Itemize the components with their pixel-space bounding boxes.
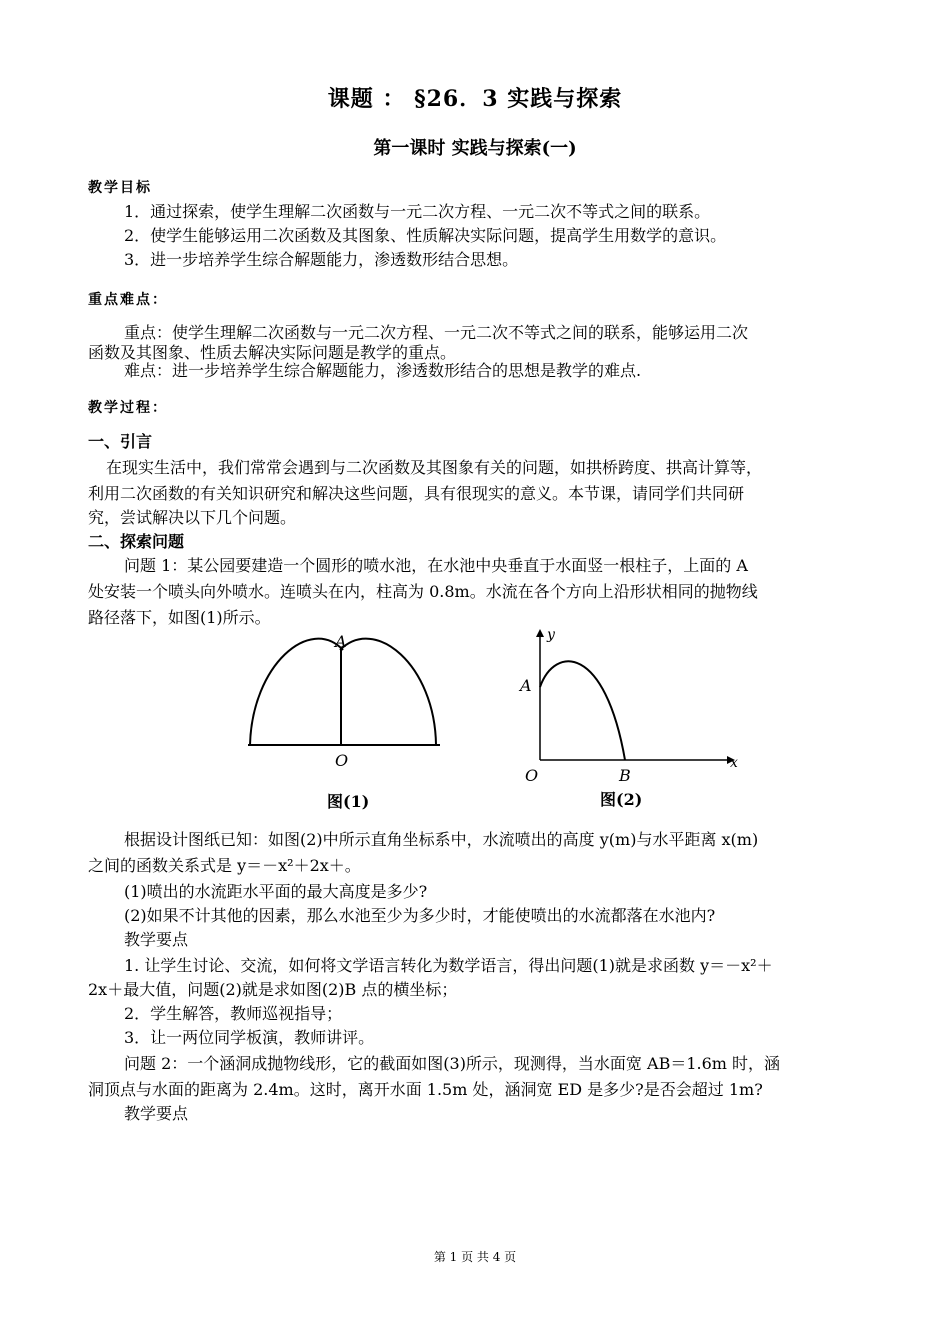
goal-item: 3．进一步培养学生综合解题能力，渗透数形结合思想。 [124,250,519,269]
section-explore-heading: 二、探索问题 [88,532,185,551]
body-line: 2．学生解答，教师巡视指导； [124,1004,343,1023]
x-axis-label: x [730,755,738,771]
key-line: 难点：进一步培养学生综合解题能力，渗透数形结合的思想是教学的难点. [124,361,642,380]
key-line: 重点：使学生理解二次函数与一元二次方程、一元二次不等式之间的联系，能够运用二次 [124,323,749,342]
body-line: 问题 2：一个涵洞成抛物线形，它的截面如图(3)所示，现测得，当水面宽 AB＝1.6m 时，涵 [124,1054,781,1073]
body-line: (1)喷出的水流距水平面的最大高度是多少? [124,882,428,901]
origin-label: O [335,751,349,770]
page-footer: 第 1 页 共 4 页 [433,1250,517,1264]
intro-line: 究，尝试解决以下几个问题。 [88,508,297,527]
body-line: 3．让一两位同学板演，教师讲评。 [124,1028,375,1047]
body-line: 洞顶点与水面的距离为 2.4m。这时，离开水面 1.5m 处，涵洞宽 ED 是多少?是否会超过 1m? [88,1080,763,1099]
goals-heading: 教学目标 [88,180,152,196]
intro-line: 利用二次函数的有关知识研究和解决这些问题，具有很现实的意义。本节课，请同学们共同研 [88,484,745,503]
point-b-label: B [619,766,631,785]
body-line: 教学要点 [124,930,189,949]
body-line: 1. 让学生讨论、交流，如何将文学语言转化为数学语言，得出问题(1)就是求函数 y＝－x²＋ [124,956,773,975]
section-intro-heading: 一、引言 [88,432,153,451]
origin-label: O [525,766,539,785]
key-heading: 重点难点： [88,292,168,308]
figure-2-graph [515,625,745,815]
process-heading: 教学过程： [88,400,168,416]
figure-2-caption: 图(2) [600,790,643,809]
y-axis-label: y [547,627,555,643]
goal-item: 1．通过探索，使学生理解二次函数与一元二次方程、一元二次不等式之间的联系。 [124,202,711,221]
point-a-label: A [335,632,347,651]
page-title: 课题 ： §26．3 实践与探索 [327,86,623,112]
body-line: (2)如果不计其他的因素，那么水池至少为多少时，才能使喷出的水流都落在水池内? [124,906,716,925]
problem1-line: 路径落下，如图(1)所示。 [88,608,271,627]
body-line: 之间的函数关系式是 y＝－x²＋2x＋。 [88,856,361,875]
page-subtitle: 第一课时 实践与探索(一) [373,138,577,159]
body-line: 教学要点 [124,1104,189,1123]
body-line: 2x＋最大值，问题(2)就是求如图(2)B 点的横坐标； [88,980,458,999]
figure-1-caption: 图(1) [327,792,370,811]
figure-1-fountain [240,625,450,815]
body-line: 根据设计图纸已知：如图(2)中所示直角坐标系中，水流喷出的高度 y(m)与水平距离 x(m) [124,830,759,849]
point-a-label: A [520,676,532,695]
key-line: 函数及其图象、性质去解决实际问题是教学的重点。 [88,343,457,362]
problem1-line: 问题 1：某公园要建造一个圆形的喷水池，在水池中央垂直于水面竖一根柱子，上面的 A [124,556,748,575]
problem1-line: 处安装一个喷头向外喷水。连喷头在内，柱高为 0.8m。水流在各个方向上沿形状相同的抛物线 [88,582,758,601]
goal-item: 2．使学生能够运用二次函数及其图象、性质解决实际问题，提高学生用数学的意识。 [124,226,727,245]
intro-line: 在现实生活中，我们常常会遇到与二次函数及其图象有关的问题，如拱桥跨度、拱高计算等， [106,458,763,477]
